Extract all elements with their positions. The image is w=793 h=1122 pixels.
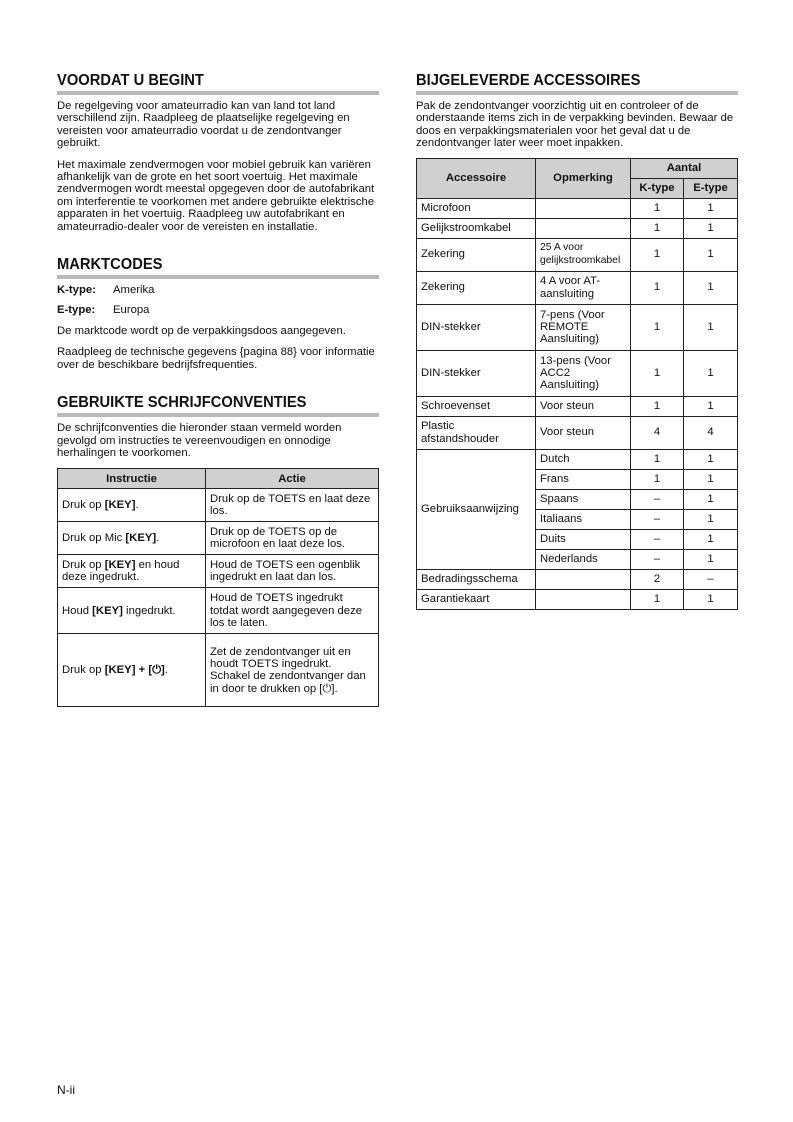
table-cell: Druk op de TOETS op de microfoon en laat deze los. bbox=[206, 522, 379, 555]
table-cell: Druk op bbox=[62, 558, 105, 571]
table-cell: 1 bbox=[631, 304, 684, 350]
table-cell: Europa bbox=[113, 304, 150, 317]
table-cell: – bbox=[631, 509, 684, 529]
table-row bbox=[417, 350, 738, 396]
table-cell bbox=[536, 589, 631, 609]
accessories-table bbox=[416, 158, 738, 610]
table-cell: Zekering bbox=[417, 271, 536, 304]
section-title-market: MARKTCODES bbox=[57, 256, 163, 274]
paragraph: Raadpleeg de technische gegevens {pagina 88} voor informatie over de beschikbare bedrijfsfrequenties. bbox=[57, 346, 375, 371]
table-cell: 1 bbox=[684, 509, 738, 529]
table-cell: 4 A voor AT-aansluiting bbox=[536, 271, 631, 304]
table-cell: 1 bbox=[684, 218, 738, 238]
section-rule bbox=[416, 91, 738, 95]
table-cell: 7-pens (Voor REMOTE Aansluiting) bbox=[536, 304, 631, 350]
table-header: Aantal bbox=[631, 158, 738, 178]
table-cell: Druk op bbox=[62, 664, 105, 677]
table-cell: 1 bbox=[631, 238, 684, 271]
table-cell: . bbox=[156, 532, 160, 545]
table-cell: Druk op Mic bbox=[62, 532, 126, 545]
market-code-k bbox=[57, 284, 379, 296]
table-row bbox=[58, 634, 379, 707]
table-cell: 1 bbox=[631, 350, 684, 396]
market-code-e bbox=[57, 304, 379, 316]
table-header: Actie bbox=[206, 469, 379, 489]
table-cell: K-type: bbox=[57, 284, 96, 297]
table-cell: 1 bbox=[684, 396, 738, 416]
table-cell: Frans bbox=[536, 469, 631, 489]
table-row bbox=[417, 271, 738, 304]
table-row bbox=[58, 555, 379, 588]
table-cell: 1 bbox=[684, 350, 738, 396]
table-header: Opmerking bbox=[536, 158, 631, 198]
table-cell: Druk op bbox=[62, 499, 105, 512]
table-cell: 1 bbox=[684, 271, 738, 304]
table-cell: [KEY] bbox=[92, 604, 123, 617]
section-title-accessories: BIJGELEVERDE ACCESSOIRES bbox=[416, 72, 641, 89]
table-cell: 13-pens (Voor ACC2 Aansluiting) bbox=[536, 350, 631, 396]
table-cell: – bbox=[631, 549, 684, 569]
paragraph: De marktcode wordt op de verpakkingsdoos aangegeven. bbox=[57, 324, 346, 337]
table-cell: Dutch bbox=[536, 449, 631, 469]
table-row bbox=[417, 198, 738, 218]
table-cell: . bbox=[135, 499, 139, 512]
table-cell: 1 bbox=[631, 218, 684, 238]
table-cell: Gebruiksaanwijzing bbox=[417, 449, 536, 569]
table-cell: Schroevenset bbox=[417, 396, 536, 416]
table-row bbox=[417, 396, 738, 416]
table-row bbox=[417, 569, 738, 589]
table-cell bbox=[536, 569, 631, 589]
table-cell bbox=[536, 218, 631, 238]
table-cell: 1 bbox=[684, 238, 738, 271]
table-cell: Italiaans bbox=[536, 509, 631, 529]
section-rule bbox=[57, 91, 379, 95]
table-cell: [KEY] bbox=[104, 558, 136, 571]
conventions-table bbox=[57, 468, 379, 707]
section-title-before: VOORDAT U BEGINT bbox=[57, 72, 204, 89]
left-column bbox=[57, 72, 379, 707]
table-cell: 1 bbox=[631, 271, 684, 304]
table-cell: 1 bbox=[631, 396, 684, 416]
table-cell: Bedradingsschema bbox=[417, 569, 536, 589]
table-cell: 1 bbox=[684, 489, 738, 509]
table-cell: Garantiekaart bbox=[417, 589, 536, 609]
table-row bbox=[58, 489, 379, 522]
table-cell: 1 bbox=[684, 198, 738, 218]
right-column bbox=[416, 72, 738, 610]
section-rule bbox=[57, 413, 379, 417]
table-cell: Houd de TOETS ingedrukt totdat wordt aangegeven deze los te laten. bbox=[206, 588, 379, 634]
table-cell bbox=[58, 588, 206, 634]
table-cell: Duits bbox=[536, 529, 631, 549]
table-row bbox=[417, 416, 738, 449]
paragraph: De schrijfconventies die hieronder staan vermeld worden gevolgd om instructies te vereenvoudigen en onnodige herhalingen te voorkomen. bbox=[57, 422, 342, 459]
table-cell: E-type: bbox=[57, 304, 96, 317]
table-row bbox=[58, 469, 379, 489]
table-cell: 1 bbox=[684, 529, 738, 549]
table-header: E-type bbox=[684, 178, 738, 198]
table-cell: 4 bbox=[631, 416, 684, 449]
table-cell: Zekering bbox=[417, 238, 536, 271]
table-row bbox=[417, 158, 738, 178]
table-cell bbox=[58, 489, 206, 522]
table-cell bbox=[58, 555, 206, 588]
table-row bbox=[417, 304, 738, 350]
section-rule bbox=[57, 275, 379, 279]
table-cell: Spaans bbox=[536, 489, 631, 509]
table-cell: 1 bbox=[631, 469, 684, 489]
table-row bbox=[417, 238, 738, 271]
table-cell: – bbox=[684, 569, 738, 589]
page-number: N-ii bbox=[57, 1083, 75, 1097]
table-cell bbox=[536, 198, 631, 218]
table-cell: 1 bbox=[631, 589, 684, 609]
table-cell bbox=[58, 634, 206, 707]
table-row bbox=[58, 522, 379, 555]
table-cell: [KEY] bbox=[125, 532, 157, 545]
table-cell: 1 bbox=[684, 549, 738, 569]
table-cell: Gelijkstroomkabel bbox=[417, 218, 536, 238]
table-cell: Druk op de TOETS en laat deze los. bbox=[206, 489, 379, 522]
table-row bbox=[417, 449, 738, 469]
table-cell: 1 bbox=[684, 449, 738, 469]
table-cell bbox=[58, 522, 206, 555]
table-row bbox=[417, 218, 738, 238]
table-cell: Amerika bbox=[113, 284, 155, 297]
paragraph: Het maximale zendvermogen voor mobiel gebruik kan variëren afhankelijk van de grote en het soort voertuig. Het maximale zendvermogen wordt meestal opgegeven door de autofabrikant om interferentie te voorkomen met andere gebruikte elektrische apparaten in het voertuig. Raadpleeg uw autofabrikant en amateurradio-dealer voor de vereisten en installatie. bbox=[57, 158, 375, 233]
table-header: Instructie bbox=[58, 469, 206, 489]
table-cell: 2 bbox=[631, 569, 684, 589]
paragraph: Pak de zendontvanger voorzichtig uit en controleer of de onderstaande items zich in de verpakking bevinden. Bewaar de doos en verpakkingsmaterialen voor het geval dat u de zendontvanger later weer moet inpakken. bbox=[416, 100, 734, 150]
table-cell: DIN-stekker bbox=[417, 350, 536, 396]
table-cell: Houd bbox=[62, 604, 93, 617]
table-cell: Microfoon bbox=[417, 198, 536, 218]
table-header: Accessoire bbox=[417, 158, 536, 198]
table-cell: en houd deze ingedrukt. bbox=[62, 558, 180, 584]
paragraph: De regelgeving voor amateurradio kan van land tot land verschillend zijn. Raadpleeg de plaatselijke regelgeving en vereisten voor amateurradio voordat u de zendontvanger gebruikt. bbox=[57, 100, 350, 150]
table-cell: 25 A voor gelijkstroomkabel bbox=[536, 238, 631, 271]
table-cell: [KEY] + [⏻] bbox=[104, 664, 165, 677]
table-cell: 4 bbox=[684, 416, 738, 449]
table-cell: . bbox=[164, 664, 168, 677]
table-cell: Plastic afstandshouder bbox=[417, 416, 536, 449]
table-cell: – bbox=[631, 489, 684, 509]
table-cell: Nederlands bbox=[536, 549, 631, 569]
section-title-conventions: GEBRUIKTE SCHRIJFCONVENTIES bbox=[57, 394, 307, 412]
table-cell: 1 bbox=[631, 449, 684, 469]
table-cell: 1 bbox=[631, 198, 684, 218]
table-cell: 1 bbox=[684, 469, 738, 489]
table-cell: 1 bbox=[684, 589, 738, 609]
table-cell: DIN-stekker bbox=[417, 304, 536, 350]
table-cell: Houd de TOETS een ogenblik ingedrukt en laat dan los. bbox=[206, 555, 379, 588]
table-row bbox=[417, 589, 738, 609]
table-cell: ingedrukt. bbox=[122, 604, 176, 617]
table-cell: – bbox=[631, 529, 684, 549]
table-cell: 1 bbox=[684, 304, 738, 350]
table-row bbox=[58, 588, 379, 634]
table-cell: Zet de zendontvanger uit en houdt TOETS ingedrukt. Schakel de zendontvanger dan in door te drukken op [⏻]. bbox=[206, 634, 379, 707]
table-cell: Voor steun bbox=[536, 416, 631, 449]
table-cell: [KEY] bbox=[104, 499, 136, 512]
table-cell: Voor steun bbox=[536, 396, 631, 416]
table-header: K-type bbox=[631, 178, 684, 198]
